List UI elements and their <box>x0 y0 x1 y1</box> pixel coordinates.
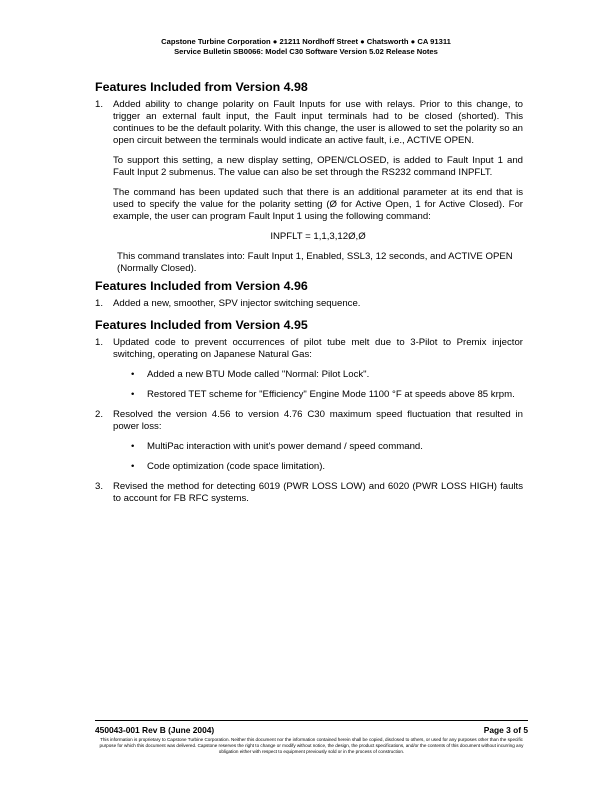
bullet-icon: • <box>131 461 135 472</box>
bullet-item <box>95 369 523 381</box>
item-number: 1. <box>95 298 104 309</box>
page-footer <box>95 720 528 755</box>
bullet-icon: • <box>131 369 135 380</box>
item-number: 3. <box>95 481 104 492</box>
item-text: Resolved the version 4.56 to version 4.76 C30 maximum speed fluctuation that resulted in power loss: <box>113 409 523 432</box>
bullet-item <box>95 389 523 401</box>
list-item <box>95 409 523 433</box>
bullet-item <box>95 461 523 473</box>
disclaimer: This information is proprietary to Capstone Turbine Corporation. Neither this document nor the information contained herein shall be copied, disclosed to others, or used for any purposes other than the specific purpose for which this document was delivered. Capstone reserves the right to change or modify without notice, the design, the product specifications, and/or the contents of this document without incurring any obligation either with respect to equipment previously sold or in the process of construction. <box>99 737 524 754</box>
item-number: 1. <box>95 337 104 348</box>
header-bulletin-line: Service Bulletin SB0066: Model C30 Software Version 5.02 Release Notes <box>174 47 438 56</box>
bullet-icon: • <box>131 441 135 452</box>
section-title-4-96: Features Included from Version 4.96 <box>95 279 308 293</box>
list-item <box>95 337 523 361</box>
item-text: Added a new, smoother, SPV injector switching sequence. <box>113 298 361 309</box>
item-text: Added ability to change polarity on Fault Inputs for use with relays. Prior to this change, to trigger an external fault input, the Fault input terminals had to be closed (shorted). This continues to be the default polarity. With this change, the user is allowed to set the polarity so an open circuit between the terminals would indicate an active fault, i.e., ACTIVE OPEN. <box>113 99 523 146</box>
bullet-text: Restored TET scheme for "Efficiency" Engine Mode 1100 °F at speeds above 85 krpm. <box>147 389 515 400</box>
item-number: 1. <box>95 99 104 110</box>
header-company-line: Capstone Turbine Corporation ● 21211 Nordhoff Street ● Chatsworth ● CA 91311 <box>161 37 451 46</box>
list-item <box>95 481 523 505</box>
section-title-4-95: Features Included from Version 4.95 <box>95 318 308 332</box>
document-body <box>95 80 523 505</box>
page-number: Page 3 of 5 <box>483 725 528 735</box>
document-id: 450043-001 Rev B (June 2004) <box>95 725 215 735</box>
paragraph: The command has been updated such that there is an additional parameter at its end that is used to specify the value for the polarity setting (Ø for Active Open, 1 for Active Closed). For example, the user can program Fault Input 1 using the following command: <box>113 187 523 222</box>
page-header <box>0 37 612 57</box>
bullet-text: Code optimization (code space limitation). <box>147 461 326 472</box>
command-note: This command translates into: Fault Input 1, Enabled, SSL3, 12 seconds, and ACTIVE OPEN (Normally Closed). <box>117 251 513 274</box>
bullet-icon: • <box>131 389 135 400</box>
bullet-text: MultiPac interaction with unit's power demand / speed command. <box>147 441 423 452</box>
item-text: Updated code to prevent occurrences of pilot tube melt due to 3-Pilot to Premix injector switching, operating on Japanese Natural Gas: <box>113 337 523 360</box>
command-example: INPFLT = 1,1,3,12Ø,Ø <box>270 231 366 242</box>
paragraph: To support this setting, a new display setting, OPEN/CLOSED, is added to Fault Input 1 and Fault Input 2 submenus. The value can also be set through the RS232 command INPFLT. <box>113 155 523 178</box>
bullet-item <box>95 441 523 453</box>
item-text: Revised the method for detecting 6019 (PWR LOSS LOW) and 6020 (PWR LOSS HIGH) faults to account for FB RFC systems. <box>113 481 523 504</box>
list-item <box>95 298 523 310</box>
item-number: 2. <box>95 409 104 420</box>
list-item <box>95 99 523 223</box>
bullet-text: Added a new BTU Mode called "Normal: Pilot Lock". <box>147 369 370 380</box>
section-title-4-98: Features Included from Version 4.98 <box>95 80 308 94</box>
